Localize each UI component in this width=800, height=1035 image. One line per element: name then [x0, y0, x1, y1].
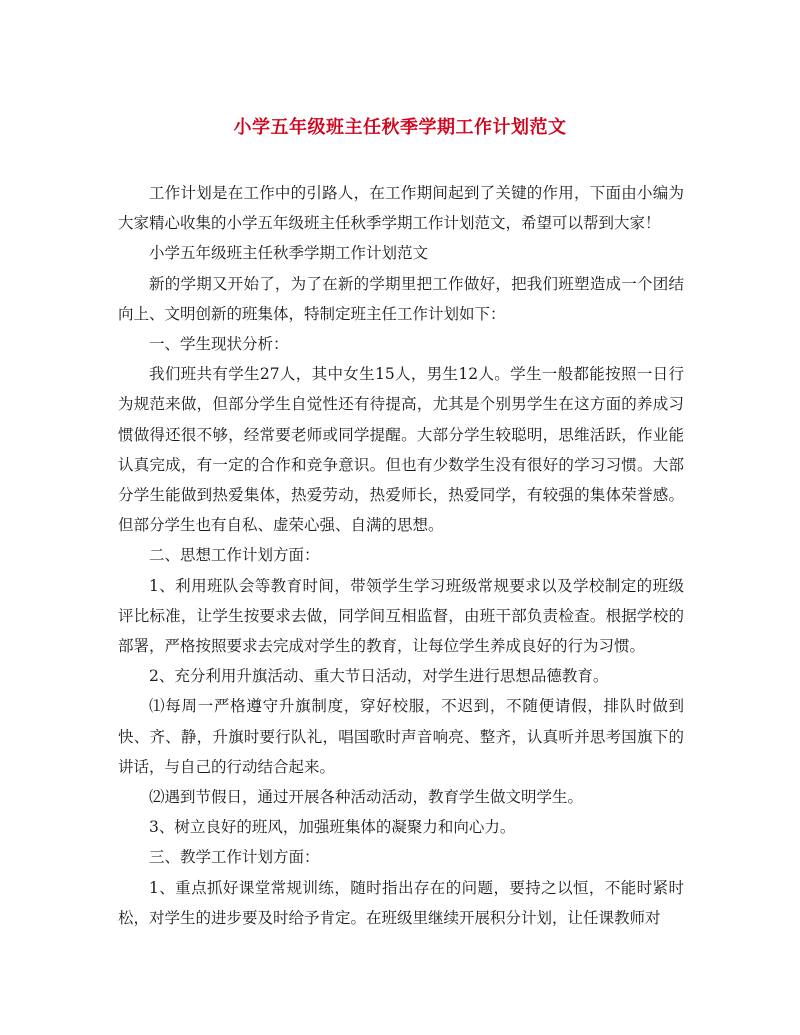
paragraph-item-1: 1、利用班队会等教育时间，带领学生学习班级常规要求以及学校制定的班级评比标准，让学生按要求去做，同学间互相监督，由班干部负责检查。根据学校的部署，严格按照要求去完成对学生的教育，让每位学生养成良好的行为习惯。 — [118, 576, 684, 656]
document-title: 小学五年级班主任秋季学期工作计划范文 — [233, 117, 567, 138]
paragraph-item-2: 2、充分利用升旗活动、重大节日活动，对学生进行思想品德教育。 — [149, 667, 609, 686]
paragraph-subtitle: 小学五年级班主任秋季学期工作计划范文 — [149, 244, 429, 263]
paragraph-item-3: 3、树立良好的班风，加强班集体的凝聚力和向心力。 — [149, 818, 516, 837]
document-body — [118, 178, 684, 933]
paragraph-subitem-2: ⑵遇到节假日，通过开展各种活动活动，教育学生做文明学生。 — [149, 788, 584, 807]
paragraph-student-analysis: 我们班共有学生27人，其中女生15人，男生12人。学生一般都能按照一日行为规范来做，但部分学生自觉性还有待提高，尤其是个别男学生在这方面的养成习惯做得还很不够，经常要老师或同学提醒。大部分学生较聪明，思维活跃，作业能认真完成，有一定的合作和竞争意识。但也有少数学生没有很好的学习习惯。大部分学生能做到热爱集体，热爱劳动，热爱师长，热爱同学，有较强的集体荣誉感。但部分学生也有自私、虚荣心强、自满的思想。 — [118, 365, 684, 535]
paragraph-opening: 新的学期又开始了，为了在新的学期里把工作做好，把我们班塑造成一个团结向上、文明创新的班集体，特制定班主任工作计划如下： — [118, 274, 684, 323]
paragraph-teaching-item-1: 1、重点抓好课堂常规训练，随时指出存在的问题，要持之以恒，不能时紧时松，对学生的进步要及时给予肯定。在班级里继续开展积分计划，让任课教师对 — [118, 878, 684, 927]
section-heading-2: 二、思想工作计划方面： — [149, 546, 320, 565]
paragraph-subitem-1: ⑴每周一严格遵守升旗制度，穿好校服，不迟到，不随便请假，排队时做到快、齐、静，升旗时要行队礼，唱国歌时声音响亮、整齐，认真听并思考国旗下的讲话，与自己的行动结合起来。 — [118, 697, 684, 776]
section-heading-1: 一、学生现状分析： — [149, 335, 289, 354]
paragraph-intro: 工作计划是在工作中的引路人，在工作期间起到了关键的作用，下面由小编为大家精心收集的小学五年级班主任秋季学期工作计划范文，希望可以帮到大家！ — [118, 184, 684, 233]
section-heading-3: 三、教学工作计划方面： — [149, 848, 320, 867]
